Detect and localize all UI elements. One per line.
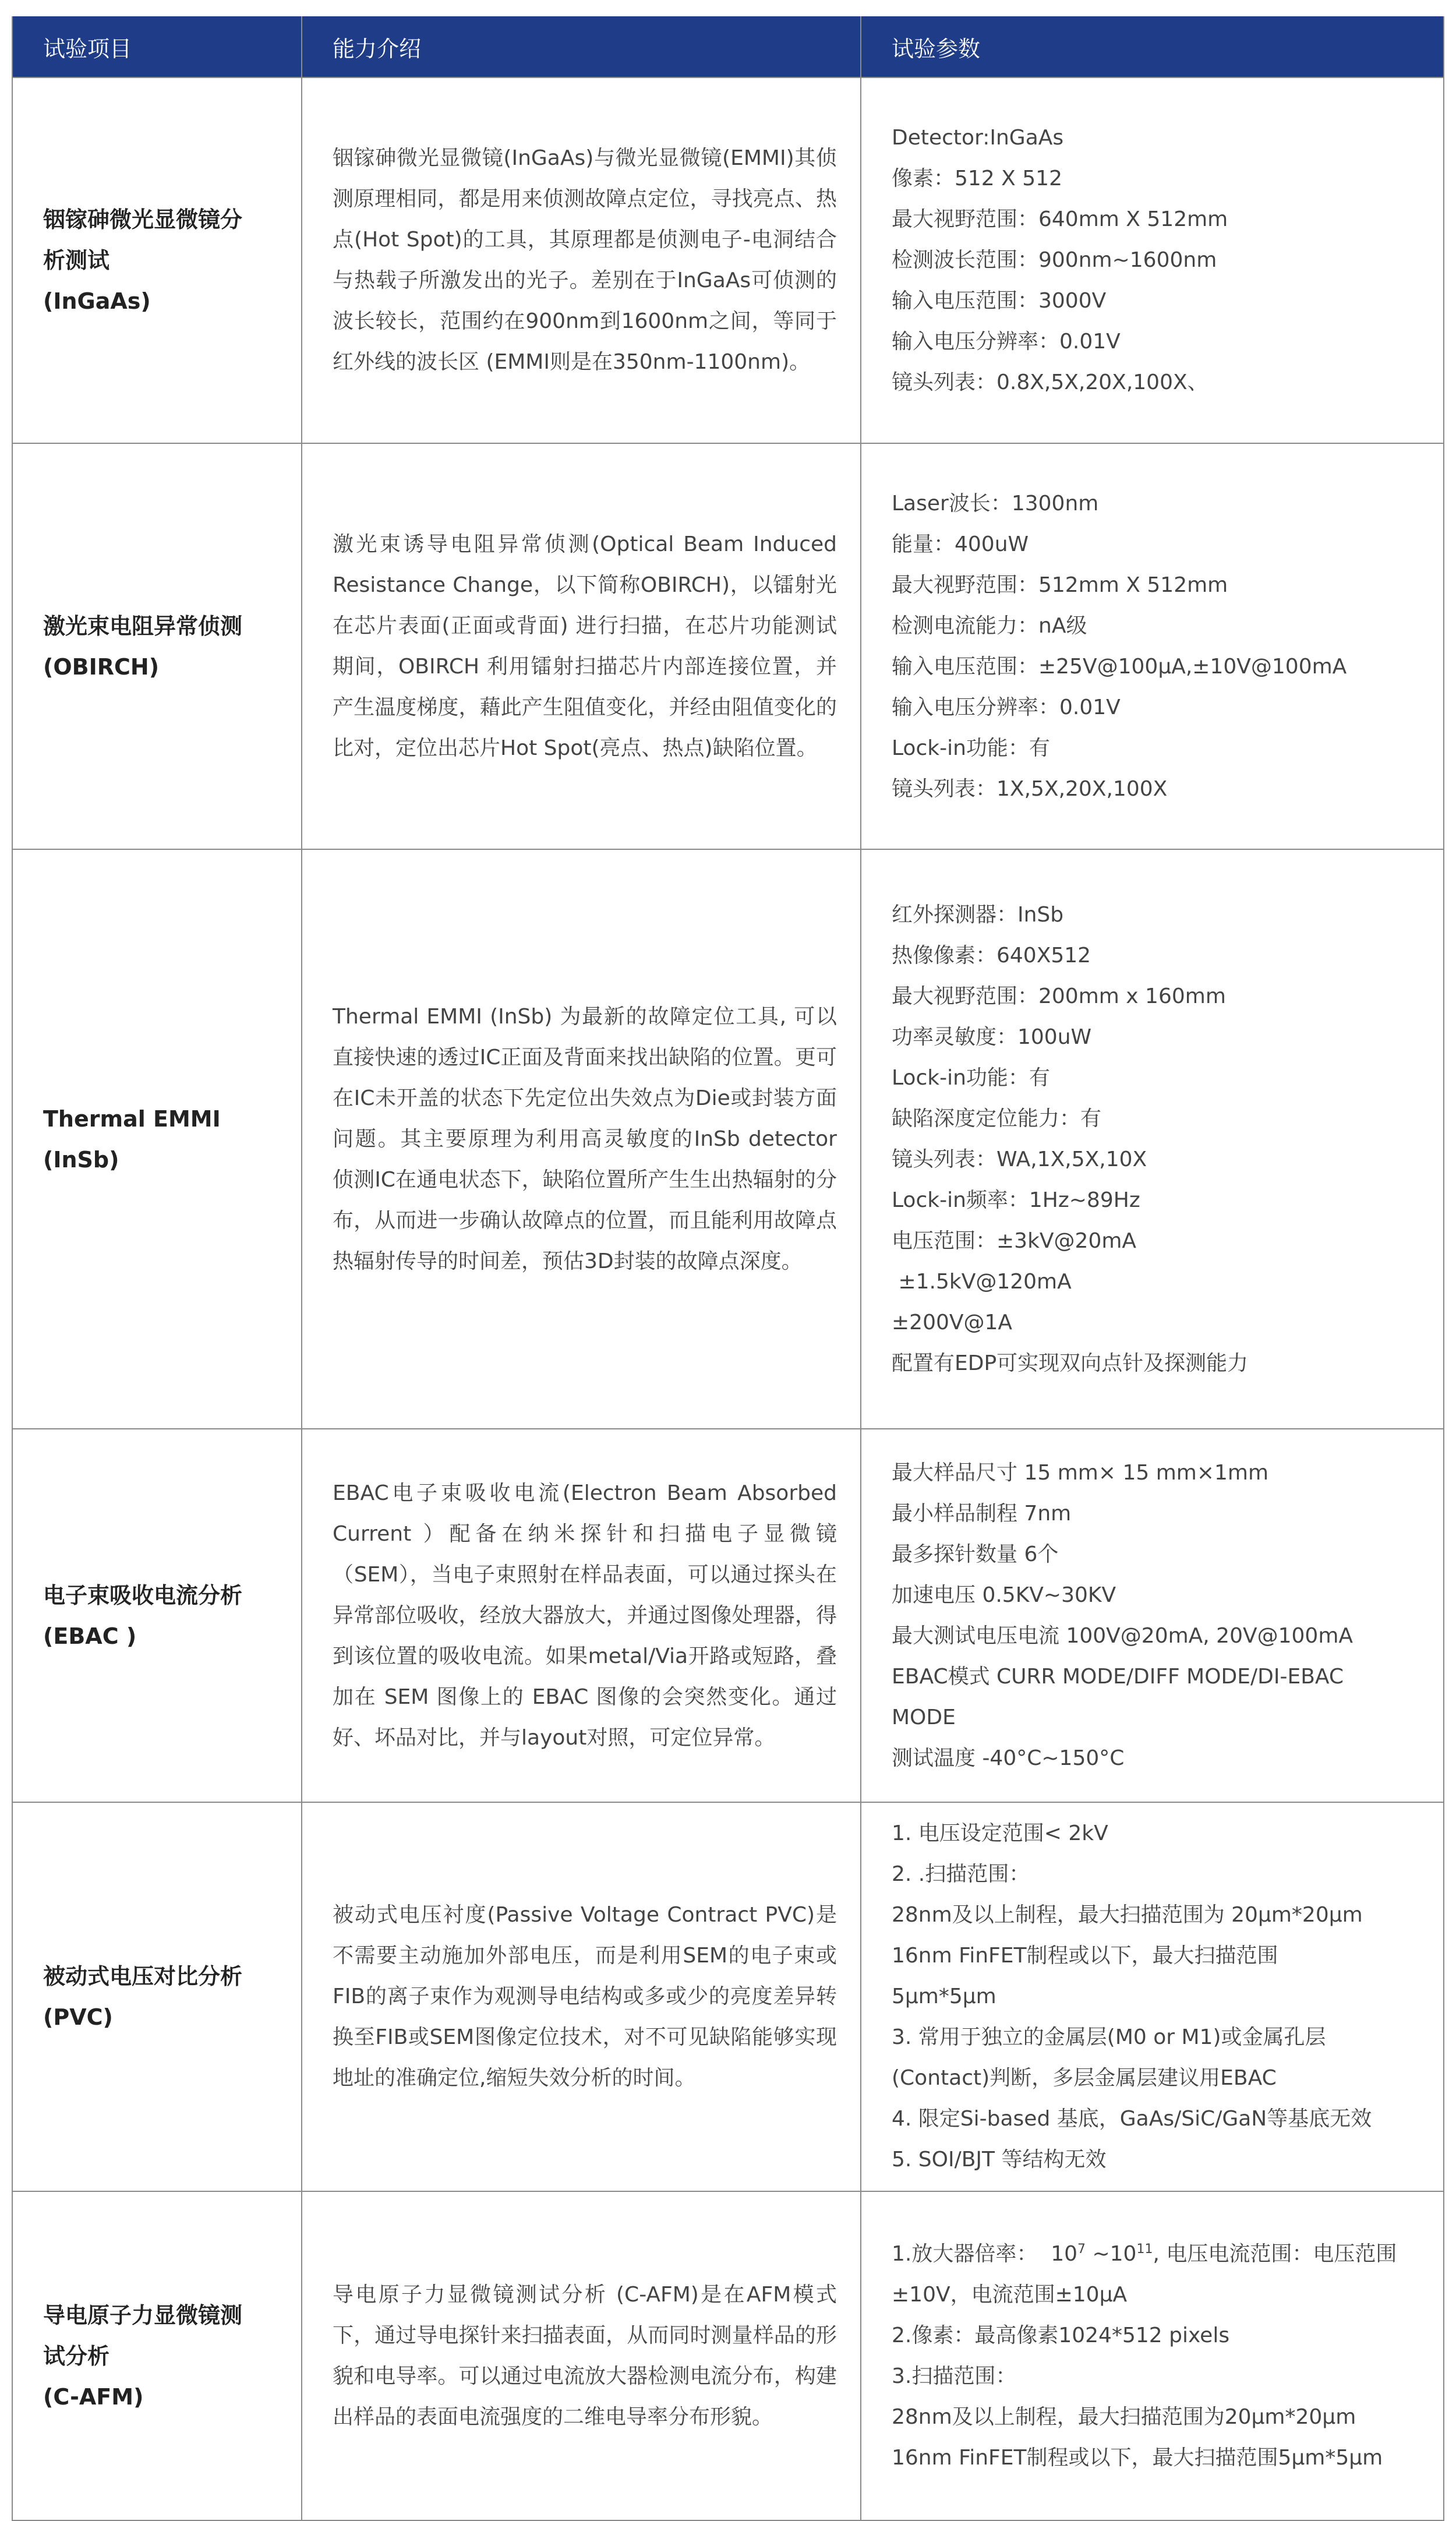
capability-table (12, 16, 1444, 2521)
description-text: 铟镓砷微光显微镜(InGaAs)与微光显微镜(EMMI)其侦测原理相同，都是用来侦测故障点定位，寻找亮点、热点(Hot Spot)的工具，其原理都是侦测电子-电洞结合与热载子所激发出的光子。差别在于InGaAs可侦测的波长较长，范围约在900nm到1600nm之间，等同于红外线的波长区 (EMMI则是在350nm-1100nm)。 (333, 146, 837, 374)
parameter-line: 最多探针数量 6个 (892, 1542, 1059, 1566)
parameter-line: EBAC模式 CURR MODE/DIFF MODE/DI-EBAC (892, 1664, 1344, 1689)
parameter-line: 镜头列表：1X,5X,20X,100X (892, 776, 1168, 801)
parameter-list (861, 2191, 1444, 2520)
test-item-code: (InGaAs) (43, 288, 151, 314)
amplifier-mid: ~10 (1086, 2241, 1137, 2266)
test-item-cell (12, 1429, 302, 1802)
parameter-list (861, 443, 1444, 849)
test-item-name: 电子束吸收电流分析 (43, 1582, 243, 1608)
parameter-line: 3. 常用于独立的金属层(M0 or M1)或金属孔层 (892, 2025, 1326, 2049)
parameter-line: 4. 限定Si-based 基底，GaAs/SiC/GaN等基底无效 (892, 2107, 1372, 2131)
parameter-line: ±1.5kV@120mA (892, 1269, 1072, 1294)
parameter-list (861, 1429, 1444, 1802)
parameter-line: 热像像素：640X512 (892, 943, 1091, 968)
parameter-line: 能量：400uW (892, 532, 1029, 556)
parameter-line: 配置有EDP可实现双向点针及探测能力 (892, 1351, 1249, 1375)
parameter-line: 28nm及以上制程，最大扫描范围为 20μm*20μm (892, 1903, 1363, 1927)
test-item-cell (12, 849, 302, 1429)
capability-description (302, 1802, 861, 2191)
parameter-line: 5μm*5μm (892, 1985, 996, 2008)
test-item-name: 析测试 (43, 248, 110, 273)
header-capability: 能力介绍 (302, 16, 861, 77)
table-row (12, 2191, 1444, 2520)
parameter-line: 输入电压分辨率：0.01V (892, 330, 1121, 354)
parameter-line: 3.扫描范围： (892, 2364, 1017, 2388)
parameter-line: 2. .扫描范围： (892, 1862, 1030, 1886)
amplifier-exponent-max: 11 (1136, 2241, 1153, 2257)
test-item-cell (12, 77, 302, 443)
test-item-name: 被动式电压对比分析 (43, 1964, 243, 1989)
parameter-line: ±200V@1A (892, 1310, 1013, 1334)
description-text: Thermal EMMI (InSb) 为最新的故障定位工具, 可以直接快速的透过IC正面及背面来找出缺陷的位置。更可在IC未开盖的状态下先定位出失效点为Die或封装方面问题。其主要原理为利用高灵敏度的InSb detector 侦测IC在通电状态下，缺陷位置所产生生出热辐射的分布，从而进一步确认故障点的位置，而且能利用故障点热辐射传导的时间差，预估3D封装的故障点深度。 (333, 1004, 837, 1273)
test-item-cell (12, 443, 302, 849)
parameter-line: 最大视野范围：512mm X 512mm (892, 573, 1228, 597)
amplifier-prefix: 1.放大器倍率： 10 (892, 2241, 1078, 2266)
capability-description (302, 2191, 861, 2520)
test-item-cell (12, 2191, 302, 2520)
parameter-line: Lock-in功能：有 (892, 1065, 1050, 1090)
parameter-line: 2.像素：最高像素1024*512 pixels (892, 2323, 1230, 2347)
parameter-line: MODE (892, 1705, 956, 1729)
parameter-line: 最小样品制程 7nm (892, 1501, 1072, 1526)
description-text: 激光束诱导电阻异常侦测(Optical Beam Induced Resistance Change，以下简称OBIRCH)，以镭射光在芯片表面(正面或背面) 进行扫描，在芯片功能测试期间，OBIRCH 利用镭射扫描芯片内部连接位置，并产生温度梯度，藉此产生阻值变化，并经由阻值变化的比对，定位出芯片Hot Spot(亮点、热点)缺陷位置。 (333, 532, 837, 760)
table-row (12, 443, 1444, 849)
parameter-line: Laser波长：1300nm (892, 491, 1099, 516)
test-item-name: 导电原子力显微镜测 (43, 2302, 243, 2328)
parameter-line: 输入电压范围：3000V (892, 289, 1107, 313)
parameter-line: 输入电压分辨率：0.01V (892, 695, 1121, 719)
table-header-row (12, 16, 1444, 77)
parameter-line: 最大视野范围：640mm X 512mm (892, 207, 1228, 231)
parameter-line: 输入电压范围：±25V@100μA,±10V@100mA (892, 654, 1347, 679)
parameter-line: 16nm FinFET制程或以下，最大扫描范围 (892, 1944, 1278, 1968)
parameter-list (861, 1802, 1444, 2191)
spec-sheet (12, 16, 1443, 2521)
parameter-line: 最大视野范围：200mm x 160mm (892, 984, 1226, 1008)
table-row (12, 1429, 1444, 1802)
parameter-line: 加速电压 0.5KV~30KV (892, 1583, 1116, 1607)
test-item-code: (PVC) (43, 2004, 113, 2030)
test-item-cell (12, 1802, 302, 2191)
test-item-code: (OBIRCH) (43, 654, 160, 680)
parameter-line: 缺陷深度定位能力：有 (892, 1106, 1102, 1131)
parameter-line: 1. 电压设定范围< 2kV (892, 1821, 1108, 1845)
parameter-line: 最大测试电压电流 100V@20mA, 20V@100mA (892, 1623, 1353, 1648)
table-row (12, 1802, 1444, 2191)
test-item-name: 试分析 (43, 2343, 110, 2369)
parameter-line: 镜头列表：WA,1X,5X,10X (892, 1147, 1147, 1171)
parameter-line: 测试温度 -40°C~150°C (892, 1746, 1125, 1770)
test-item-name: 铟镓砷微光显微镜分 (43, 207, 243, 232)
capability-description (302, 443, 861, 849)
parameter-line: 28nm及以上制程，最大扫描范围为20μm*20μm (892, 2405, 1356, 2429)
table-row (12, 77, 1444, 443)
parameter-line: Lock-in频率：1Hz~89Hz (892, 1188, 1140, 1212)
header-test-item: 试验项目 (12, 16, 302, 77)
parameter-line: (Contact)判断，多层金属层建议用EBAC (892, 2066, 1277, 2090)
amplifier-suffix: , 电压电流范围：电压范围 (1153, 2241, 1397, 2266)
test-item-name: Thermal EMMI (43, 1106, 221, 1132)
parameter-line: 检测电流能力：nA级 (892, 613, 1087, 638)
parameter-line: 检测波长范围：900nm~1600nm (892, 248, 1217, 272)
test-item-code: (EBAC ) (43, 1623, 137, 1649)
test-item-code: (InSb) (43, 1146, 119, 1173)
parameter-line: ±10V，电流范围±10μA (892, 2282, 1128, 2307)
parameter-line: 像素：512 X 512 (892, 167, 1062, 190)
description-text: EBAC电子束吸收电流(Electron Beam Absorbed Current ）配备在纳米探针和扫描电子显微镜（SEM），当电子束照射在样品表面，可以通过探头在异常部位吸收，经放大器放大，并通过图像处理器，得到该位置的吸收电流。如果metal/Via开路或短路，叠加在 SEM 图像上的 EBAC 图像的会突然变化。通过好、坏品对比，并与layout对照，可定位异常。 (333, 1481, 837, 1750)
amplifier-exponent-min: 7 (1077, 2241, 1086, 2257)
capability-description (302, 1429, 861, 1802)
parameter-line: 红外探测器：InSb (892, 902, 1064, 927)
capability-description (302, 77, 861, 443)
header-parameters: 试验参数 (861, 16, 1444, 77)
parameter-line: 16nm FinFET制程或以下，最大扫描范围5μm*5μm (892, 2445, 1383, 2470)
parameter-line: 最大样品尺寸 15 mm× 15 mm×1mm (892, 1460, 1269, 1485)
parameter-list (861, 849, 1444, 1429)
parameter-line: Detector:InGaAs (892, 126, 1064, 150)
parameter-line: Lock-in功能：有 (892, 736, 1050, 760)
parameter-list (861, 77, 1444, 443)
description-text: 被动式电压衬度(Passive Voltage Contract PVC)是不需要主动施加外部电压，而是利用SEM的电子束或FIB的离子束作为观测导电结构或多或少的亮度差异转换至FIB或SEM图像定位技术，对不可见缺陷能够实现地址的准确定位,缩短失效分析的时间。 (333, 1903, 837, 2090)
description-text: 导电原子力显微镜测试分析 (C-AFM)是在AFM模式下，通过导电探针来扫描表面，从而同时测量样品的形貌和电导率。可以通过电流放大器检测电流分布，构建出样品的表面电流强度的二维电导率分布形貌。 (333, 2282, 837, 2429)
test-item-name: 激光束电阻异常侦测 (43, 613, 243, 639)
parameter-line: 功率灵敏度：100uW (892, 1025, 1092, 1049)
parameter-line: 电压范围：±3kV@20mA (892, 1228, 1137, 1253)
table-row (12, 849, 1444, 1429)
parameter-line-amplifier (892, 2234, 1426, 2275)
test-item-code: (C-AFM) (43, 2384, 144, 2410)
capability-description (302, 849, 861, 1429)
parameter-line: 5. SOI/BJT 等结构无效 (892, 2148, 1107, 2172)
parameter-line: 镜头列表：0.8X,5X,20X,100X、 (892, 370, 1208, 394)
